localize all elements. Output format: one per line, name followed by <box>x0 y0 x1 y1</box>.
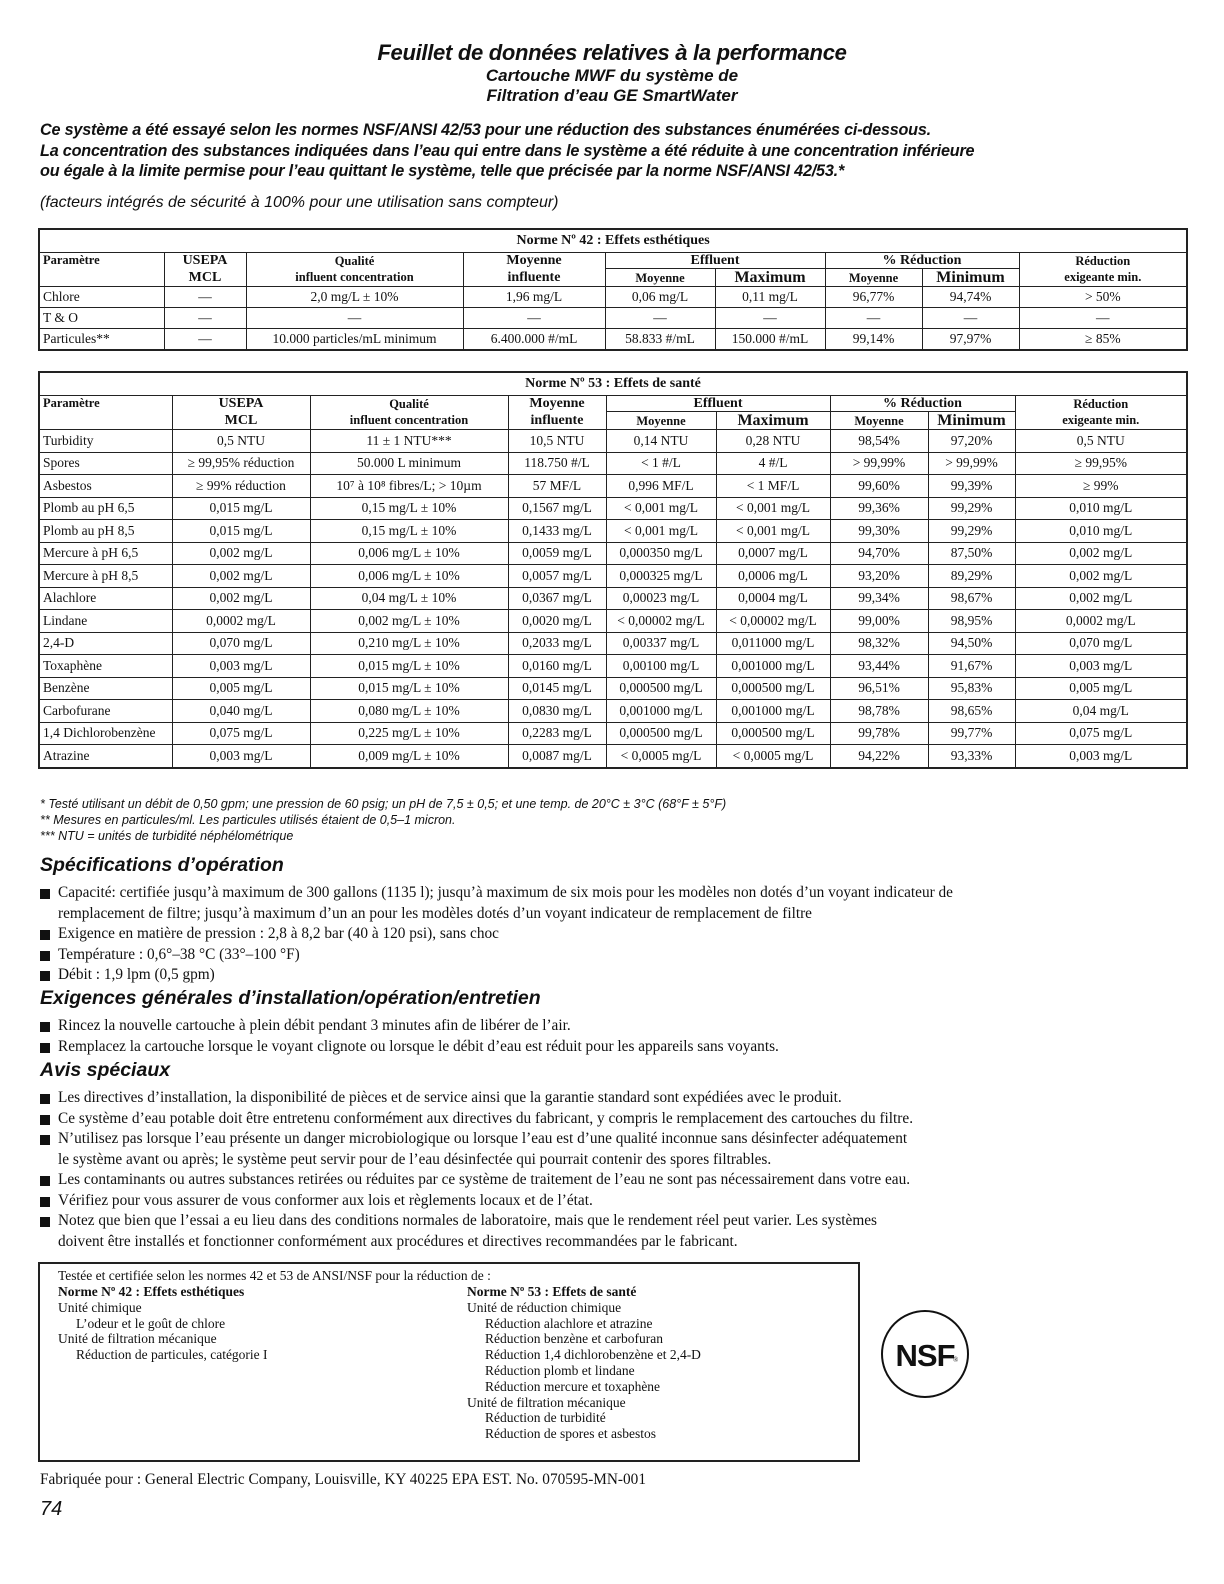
table-cell: 0,0087 mg/L <box>508 745 606 768</box>
certification-col-42 <box>58 1284 268 1363</box>
table-cell: 0,2283 mg/L <box>508 722 606 745</box>
bullet-item <box>40 1016 1190 1037</box>
table-cell: < 0,00002 mg/L <box>716 610 830 633</box>
row-parameter: Plomb au pH 6,5 <box>39 497 172 520</box>
table-standard-42 <box>38 228 1188 351</box>
bullet-item <box>40 1109 1190 1130</box>
header-qualite: Qualité <box>246 253 463 269</box>
install-list <box>40 1016 1190 1057</box>
header-effluent: Effluent <box>605 253 825 269</box>
table-row <box>39 430 1187 453</box>
table-cell: 10,5 NTU <box>508 430 606 453</box>
square-bullet-icon <box>40 930 50 940</box>
certification-item: Unité chimique <box>58 1299 142 1315</box>
bullet-text: Les directives d’installation, la disponibilité de pièces et de service ainsi que la garantie standard sont expédiées avec le produit. <box>58 1089 842 1106</box>
table-cell: 95,83% <box>928 677 1015 700</box>
section-heading-notices: Avis spéciaux <box>40 1059 171 1081</box>
bullet-text: Remplacez la cartouche lorsque le voyant clignote ou lorsque le débit d’eau est réduit pour les appareils sans voyants. <box>58 1037 779 1055</box>
table-row <box>39 329 1187 351</box>
table-cell: 1,96 mg/L <box>463 287 605 308</box>
table-cell: 0,080 mg/L ± 10% <box>310 700 508 723</box>
bullet-item <box>40 965 1190 986</box>
square-bullet-icon <box>40 1022 50 1032</box>
table-cell: < 0,001 mg/L <box>606 497 716 520</box>
page-number: 74 <box>40 1498 63 1520</box>
table-cell: 0,015 mg/L <box>172 520 310 543</box>
table-cell: 0,003 mg/L <box>172 745 310 768</box>
table-cell: 150.000 #/mL <box>715 329 825 351</box>
table-cell: — <box>715 308 825 329</box>
table-row <box>39 497 1187 520</box>
bullet-text: Débit : 1,9 lpm (0,5 gpm) <box>58 966 215 983</box>
square-bullet-icon <box>40 889 50 899</box>
page-subtitle-1: Cartouche MWF du système de <box>485 66 739 85</box>
square-bullet-icon <box>40 951 50 961</box>
row-parameter: T & O <box>39 308 164 329</box>
table-cell: 118.750 #/L <box>508 452 606 475</box>
table-cell: — <box>922 308 1019 329</box>
table-cell: 0,000500 mg/L <box>606 722 716 745</box>
section-heading-specs: Spécifications d’opération <box>40 854 284 876</box>
row-parameter: Carbofurane <box>39 700 172 723</box>
table-cell: 0,002 mg/L <box>1015 587 1187 610</box>
table-cell: 98,78% <box>830 700 928 723</box>
table-cell: ≥ 99% réduction <box>172 475 310 498</box>
bullet-text: Exigence en matière de pression : 2,8 à 8,2 bar (40 à 120 psi), sans choc <box>58 925 499 942</box>
bullet-text: N’utilisez pas lorsque l’eau présente un danger microbiologique ou lorsque l’eau est d’une qualité inconnue sans désinfecter adéquatement <box>58 1130 908 1147</box>
table-cell: 94,22% <box>830 745 928 768</box>
table-cell: 98,95% <box>928 610 1015 633</box>
footnote: *** NTU = unités de turbidité néphélométrique <box>40 829 294 843</box>
table-cell: > 50% <box>1019 287 1187 308</box>
table-cell: 97,97% <box>922 329 1019 351</box>
table-cell: 99,60% <box>830 475 928 498</box>
table-cell: 98,67% <box>928 587 1015 610</box>
table-cell: 0,070 mg/L <box>1015 632 1187 655</box>
table-cell: < 1 MF/L <box>716 475 830 498</box>
bullet-text: Capacité: certifiée jusqu’à maximum de 300 gallons (1135 l); jusqu’à maximum de six mois pour les modèles non dotés d’un voyant indicateur de <box>58 884 953 901</box>
notices-list <box>40 1088 1190 1252</box>
table-cell: 0,225 mg/L ± 10% <box>310 722 508 745</box>
table-cell: 0,002 mg/L <box>1015 565 1187 588</box>
intro-line: La concentration des substances indiquées dans l’eau qui entre dans le système a été réduite à une concentration inférieure <box>40 141 975 160</box>
square-bullet-icon <box>40 1176 50 1186</box>
table-row <box>39 565 1187 588</box>
square-bullet-icon <box>40 1135 50 1145</box>
table-cell: 58.833 #/mL <box>605 329 715 351</box>
bullet-item <box>40 883 1190 924</box>
page-subtitle-2: Filtration d’eau GE SmartWater <box>486 86 738 105</box>
table-cell: 0,040 mg/L <box>172 700 310 723</box>
table-cell: 94,70% <box>830 542 928 565</box>
header-effluent-maximum: Maximum <box>715 269 825 287</box>
table-cell: 0,070 mg/L <box>172 632 310 655</box>
certification-item: Réduction plomb et lindane <box>485 1362 635 1378</box>
table-cell: 0,002 mg/L ± 10% <box>310 610 508 633</box>
table-cell: 0,14 NTU <box>606 430 716 453</box>
intro-statement <box>40 120 1190 182</box>
table-cell: 4 #/L <box>716 452 830 475</box>
bullet-text: remplacement de filtre; jusqu’à maximum d’un an pour les modèles dotés d’un voyant indicateur de remplacement de filtre <box>58 904 812 922</box>
table-cell: 99,77% <box>928 722 1015 745</box>
header-moyenne: Moyenne <box>508 396 606 412</box>
bullet-item <box>40 1191 1190 1212</box>
table-cell: 93,20% <box>830 565 928 588</box>
row-parameter: Lindane <box>39 610 172 633</box>
square-bullet-icon <box>40 1043 50 1053</box>
table-cell: 89,29% <box>928 565 1015 588</box>
table-cell: 0,006 mg/L ± 10% <box>310 542 508 565</box>
table-cell: 0,0007 mg/L <box>716 542 830 565</box>
table-cell: 0,0002 mg/L <box>1015 610 1187 633</box>
header-effluent-moyenne: Moyenne <box>605 269 715 287</box>
footnote: ** Mesures en particules/ml. Les particules utilisés étaient de 0,5–1 micron. <box>40 813 456 827</box>
row-parameter: Atrazine <box>39 745 172 768</box>
table-cell: 99,36% <box>830 497 928 520</box>
table-cell: < 0,001 mg/L <box>716 520 830 543</box>
bullet-text: doivent être installés et fonctionner conformément aux procédures et directives recommandées par le fabricant. <box>58 1232 738 1250</box>
table-cell: ≥ 99,95% réduction <box>172 452 310 475</box>
table-cell: 0,005 mg/L <box>172 677 310 700</box>
bullet-item <box>40 1037 1190 1058</box>
table-cell: 11 ± 1 NTU*** <box>310 430 508 453</box>
header-mcl: MCL <box>164 269 246 287</box>
table-row <box>39 520 1187 543</box>
certification-title: Norme Nº 42 : Effets esthétiques <box>58 1284 245 1299</box>
certification-title: Norme Nº 53 : Effets de santé <box>467 1284 637 1299</box>
table-row <box>39 587 1187 610</box>
table-cell: — <box>1019 308 1187 329</box>
table-cell: 98,54% <box>830 430 928 453</box>
table-cell: 98,65% <box>928 700 1015 723</box>
table-cell: ≥ 99% <box>1015 475 1187 498</box>
table-cell: 0,06 mg/L <box>605 287 715 308</box>
table-cell: 0,010 mg/L <box>1015 497 1187 520</box>
table-row <box>39 745 1187 768</box>
table-row <box>39 308 1187 329</box>
table-cell: 0,075 mg/L <box>172 722 310 745</box>
bullet-text: Température : 0,6°–38 °C (33°–100 °F) <box>58 945 300 963</box>
table-cell: 0,0006 mg/L <box>716 565 830 588</box>
table-cell: 0,0367 mg/L <box>508 587 606 610</box>
certification-item: Réduction de particules, catégorie I <box>76 1347 268 1363</box>
table-cell: 0,0830 mg/L <box>508 700 606 723</box>
table-cell: 93,33% <box>928 745 1015 768</box>
table-cell: 10⁷ à 10⁸ fibres/L; > 10µm <box>310 475 508 498</box>
square-bullet-icon <box>40 1115 50 1125</box>
bullet-item <box>40 1088 1190 1109</box>
certification-item: Unité de réduction chimique <box>467 1299 622 1315</box>
table-cell: 0,015 mg/L ± 10% <box>310 655 508 678</box>
table-row <box>39 677 1187 700</box>
table-cell: 57 MF/L <box>508 475 606 498</box>
safety-factor-note: (facteurs intégrés de sécurité à 100% pour une utilisation sans compteur) <box>40 194 559 211</box>
table-cell: 0,00100 mg/L <box>606 655 716 678</box>
intro-line: ou égale à la limite permise pour l’eau quittant le système, telle que précisée par la norme NSF/ANSI 42/53.* <box>40 162 845 180</box>
table-cell: 97,20% <box>928 430 1015 453</box>
table-cell: ≥ 85% <box>1019 329 1187 351</box>
table-cell: 0,003 mg/L <box>172 655 310 678</box>
bullet-item <box>40 1129 1190 1170</box>
header-influent-concentration: influent concentration <box>246 269 463 287</box>
certification-item: Réduction de spores et asbestos <box>485 1426 656 1442</box>
header-pct-reduction: % Réduction <box>830 396 1015 412</box>
table-cell: 0,996 MF/L <box>606 475 716 498</box>
table-cell: — <box>825 308 922 329</box>
bullet-item <box>40 924 1190 945</box>
table-cell: ≥ 99,95% <box>1015 452 1187 475</box>
table-cell: 91,67% <box>928 655 1015 678</box>
certification-item: Réduction de turbidité <box>485 1410 606 1426</box>
table-row <box>39 475 1187 498</box>
table-cell: 0,15 mg/L ± 10% <box>310 497 508 520</box>
header-exigeante: exigeante min. <box>1015 412 1187 430</box>
table-cell: — <box>605 308 715 329</box>
table-cell: 0,04 mg/L <box>1015 700 1187 723</box>
table-cell: 0,002 mg/L <box>172 587 310 610</box>
header-reduction: Réduction <box>1019 253 1187 269</box>
table-cell: 99,39% <box>928 475 1015 498</box>
table-cell: 0,006 mg/L ± 10% <box>310 565 508 588</box>
table-cell: 0,00023 mg/L <box>606 587 716 610</box>
header-exigeante: exigeante min. <box>1019 269 1187 287</box>
table-cell: 96,51% <box>830 677 928 700</box>
specs-list <box>40 883 1190 986</box>
table-cell: 0,001000 mg/L <box>716 655 830 678</box>
table-cell: 99,34% <box>830 587 928 610</box>
row-parameter: Toxaphène <box>39 655 172 678</box>
table-cell: 0,000350 mg/L <box>606 542 716 565</box>
table-row <box>39 542 1187 565</box>
table-cell: 96,77% <box>825 287 922 308</box>
table-cell: < 1 #/L <box>606 452 716 475</box>
table-cell: 0,000325 mg/L <box>606 565 716 588</box>
table-row <box>39 632 1187 655</box>
section-heading-install: Exigences générales d’installation/opération/entretien <box>40 987 541 1009</box>
table-cell: 87,50% <box>928 542 1015 565</box>
row-parameter: Mercure à pH 6,5 <box>39 542 172 565</box>
certification-item: Unité de filtration mécanique <box>467 1394 626 1410</box>
table-cell: 0,0059 mg/L <box>508 542 606 565</box>
table-cell: 0,0002 mg/L <box>172 610 310 633</box>
table-cell: 0,5 NTU <box>172 430 310 453</box>
table-cell: 0,1433 mg/L <box>508 520 606 543</box>
table-row <box>39 700 1187 723</box>
header-effluent: Effluent <box>606 396 830 412</box>
row-parameter: 1,4 Dichlorobenzène <box>39 722 172 745</box>
square-bullet-icon <box>40 1094 50 1104</box>
table-cell: 0,003 mg/L <box>1015 655 1187 678</box>
page-title: Feuillet de données relatives à la performance <box>377 40 847 65</box>
table-cell: < 0,0005 mg/L <box>716 745 830 768</box>
header-qualite: Qualité <box>310 396 508 412</box>
table-cell: 0,04 mg/L ± 10% <box>310 587 508 610</box>
table-cell: < 0,00002 mg/L <box>606 610 716 633</box>
table-cell: 99,14% <box>825 329 922 351</box>
header-moyenne: Moyenne <box>463 253 605 269</box>
table-cell: 0,000500 mg/L <box>716 722 830 745</box>
table-cell: 0,005 mg/L <box>1015 677 1187 700</box>
table-cell: > 99,99% <box>928 452 1015 475</box>
table-cell: 0,0020 mg/L <box>508 610 606 633</box>
bullet-item <box>40 945 1190 966</box>
table-cell: 94,74% <box>922 287 1019 308</box>
bullet-text: Les contaminants ou autres substances retirées ou réduites par ce système de traitement de l’eau ne sont pas nécessairement dans votre eau. <box>58 1171 911 1188</box>
table-cell: 0,000500 mg/L <box>606 677 716 700</box>
table-caption: Norme Nº 53 : Effets de santé <box>39 372 1187 396</box>
header-usepa: USEPA <box>164 253 246 269</box>
table-cell: 0,15 mg/L ± 10% <box>310 520 508 543</box>
title-block <box>0 40 1224 106</box>
table-cell: 0,003 mg/L <box>1015 745 1187 768</box>
square-bullet-icon <box>40 1217 50 1227</box>
table-cell: 0,5 NTU <box>1015 430 1187 453</box>
table-cell: 0,075 mg/L <box>1015 722 1187 745</box>
table-cell: 0,0004 mg/L <box>716 587 830 610</box>
table-cell: 0,015 mg/L ± 10% <box>310 677 508 700</box>
table-row <box>39 452 1187 475</box>
table-cell: 99,30% <box>830 520 928 543</box>
table-cell: 99,78% <box>830 722 928 745</box>
bullet-text: Notez que bien que l’essai a eu lieu dans des conditions normales de laboratoire, mais que le rendement réel peut varier. Les systèmes <box>58 1212 877 1229</box>
footnotes <box>40 796 726 844</box>
table-cell: 0,2033 mg/L <box>508 632 606 655</box>
table-cell: < 0,001 mg/L <box>606 520 716 543</box>
square-bullet-icon <box>40 971 50 981</box>
header-reduction-minimum: Minimum <box>928 412 1015 430</box>
table-cell: 0,0057 mg/L <box>508 565 606 588</box>
table-cell: 99,29% <box>928 497 1015 520</box>
table-cell: 0,001000 mg/L <box>606 700 716 723</box>
header-pct-reduction: % Réduction <box>825 253 1019 269</box>
table-cell: 94,50% <box>928 632 1015 655</box>
certification-item: Réduction alachlore et atrazine <box>485 1315 653 1331</box>
certification-item: Unité de filtration mécanique <box>58 1331 217 1347</box>
table-cell: 0,002 mg/L <box>1015 542 1187 565</box>
table-cell: < 0,001 mg/L <box>716 497 830 520</box>
table-cell: 98,32% <box>830 632 928 655</box>
table-cell: 0,002 mg/L <box>172 542 310 565</box>
table-cell: 0,009 mg/L ± 10% <box>310 745 508 768</box>
bullet-text: Ce système d’eau potable doit être entretenu conformément aux directives du fabricant, y compris le remplacement des cartouches du filtre. <box>58 1109 914 1127</box>
bullet-text: Rincez la nouvelle cartouche à plein débit pendant 3 minutes afin de libérer de l’air. <box>58 1017 571 1034</box>
table-cell: 10.000 particles/mL minimum <box>246 329 463 351</box>
row-parameter: 2,4-D <box>39 632 172 655</box>
table-cell: 0,0160 mg/L <box>508 655 606 678</box>
table-caption: Norme Nº 42 : Effets esthétiques <box>39 229 1187 253</box>
bullet-text: Vérifiez pour vous assurer de vous conformer aux lois et règlements locaux et de l’état. <box>58 1191 593 1209</box>
table-cell: 99,29% <box>928 520 1015 543</box>
row-parameter: Turbidity <box>39 430 172 453</box>
certification-col-53 <box>467 1284 701 1442</box>
header-reduction-minimum: Minimum <box>922 269 1019 287</box>
square-bullet-icon <box>40 1197 50 1207</box>
table-row <box>39 610 1187 633</box>
table-cell: 0,00337 mg/L <box>606 632 716 655</box>
table-cell: 0,11 mg/L <box>715 287 825 308</box>
row-parameter: Asbestos <box>39 475 172 498</box>
intro-line: Ce système a été essayé selon les normes NSF/ANSI 42/53 pour une réduction des substances énumérées ci-dessous. <box>40 121 931 139</box>
bullet-item <box>40 1211 1190 1252</box>
header-parametre: Paramètre <box>39 396 172 430</box>
table-cell: 93,44% <box>830 655 928 678</box>
table-cell: — <box>164 308 246 329</box>
header-reduction-moyenne: Moyenne <box>830 412 928 430</box>
header-usepa: USEPA <box>172 396 310 412</box>
bullet-text: le système avant ou après; le système peut servir pour de l’eau désinfectée qui pourrait contenir des spores filtrables. <box>58 1150 772 1168</box>
table-cell: 0,0145 mg/L <box>508 677 606 700</box>
row-parameter: Chlore <box>39 287 164 308</box>
bullet-item <box>40 1170 1190 1191</box>
footnote: * Testé utilisant un débit de 0,50 gpm; une pression de 60 psig; un pH de 7,5 ± 0,5; et une temp. de 20°C ± 3°C (68°F ± 5°F) <box>40 797 727 811</box>
row-parameter: Spores <box>39 452 172 475</box>
table-cell: 0,001000 mg/L <box>716 700 830 723</box>
header-influente: influente <box>463 269 605 287</box>
table-cell: 0,210 mg/L ± 10% <box>310 632 508 655</box>
table-cell: — <box>463 308 605 329</box>
table-cell: 0,010 mg/L <box>1015 520 1187 543</box>
certification-box <box>38 1262 860 1462</box>
table-row <box>39 287 1187 308</box>
certification-item: Réduction benzène et carbofuran <box>485 1331 664 1347</box>
row-parameter: Plomb au pH 8,5 <box>39 520 172 543</box>
table-row <box>39 722 1187 745</box>
certification-intro: Testée et certifiée selon les normes 42 et 53 de ANSI/NSF pour la réduction de : <box>58 1268 491 1283</box>
manufacturer-line: Fabriquée pour : General Electric Company, Louisville, KY 40225 EPA EST. No. 070595-MN-001 <box>40 1471 646 1488</box>
table-cell: < 0,0005 mg/L <box>606 745 716 768</box>
row-parameter: Mercure à pH 8,5 <box>39 565 172 588</box>
table-42-body <box>39 287 1187 351</box>
table-cell: — <box>246 308 463 329</box>
table-cell: 99,00% <box>830 610 928 633</box>
row-parameter: Alachlore <box>39 587 172 610</box>
certification-item: L’odeur et le goût de chlore <box>76 1315 226 1331</box>
header-influente: influente <box>508 412 606 430</box>
table-row <box>39 655 1187 678</box>
table-53-body <box>39 430 1187 768</box>
table-cell: 0,011000 mg/L <box>716 632 830 655</box>
header-effluent-maximum: Maximum <box>716 412 830 430</box>
table-cell: — <box>164 287 246 308</box>
certification-item: Réduction mercure et toxaphène <box>485 1378 661 1394</box>
header-reduction-moyenne: Moyenne <box>825 269 922 287</box>
table-cell: 2,0 mg/L ± 10% <box>246 287 463 308</box>
table-cell: 6.400.000 #/mL <box>463 329 605 351</box>
header-mcl: MCL <box>172 412 310 430</box>
table-cell: 0,28 NTU <box>716 430 830 453</box>
header-influent-concentration: influent concentration <box>310 412 508 430</box>
row-parameter: Benzène <box>39 677 172 700</box>
table-cell: 0,000500 mg/L <box>716 677 830 700</box>
table-cell: > 99,99% <box>830 452 928 475</box>
table-cell: 0,1567 mg/L <box>508 497 606 520</box>
row-parameter: Particules** <box>39 329 164 351</box>
certification-item: Réduction 1,4 dichlorobenzène et 2,4-D <box>485 1347 701 1363</box>
table-cell: 0,015 mg/L <box>172 497 310 520</box>
nsf-logo-icon: NSF ® <box>881 1310 969 1398</box>
header-parametre: Paramètre <box>39 253 164 287</box>
table-cell: 0,002 mg/L <box>172 565 310 588</box>
table-standard-53 <box>38 371 1188 769</box>
table-cell: 50.000 L minimum <box>310 452 508 475</box>
header-effluent-moyenne: Moyenne <box>606 412 716 430</box>
header-reduction: Réduction <box>1015 396 1187 412</box>
table-cell: — <box>164 329 246 351</box>
